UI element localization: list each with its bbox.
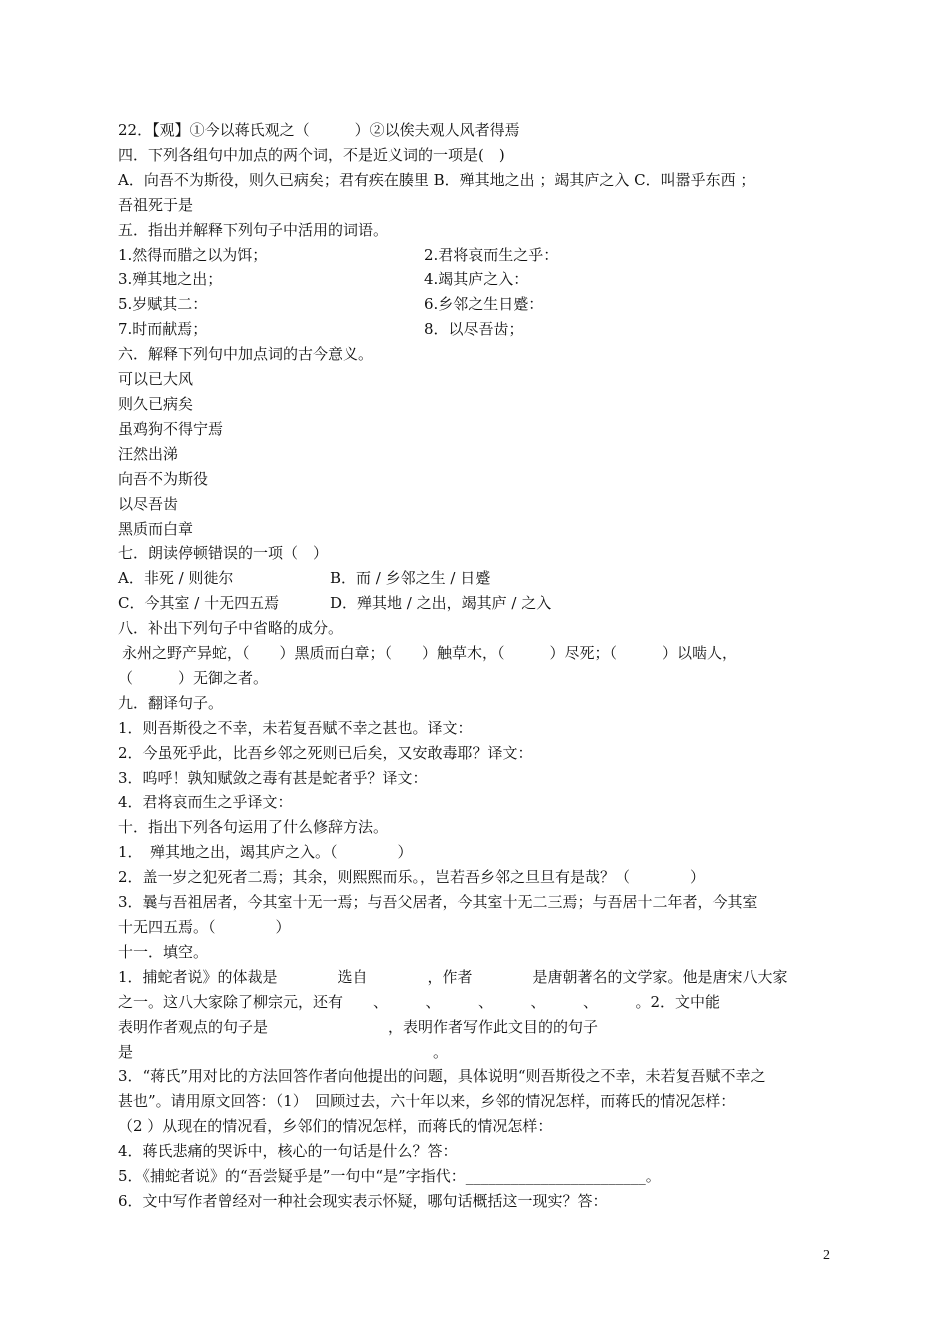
- section-5-item-7: 7.时而献焉；: [118, 320, 208, 339]
- page-number: 2: [823, 1248, 830, 1263]
- section-5-heading: 五．指出并解释下列句子中活用的词语。: [118, 220, 389, 239]
- section-6-item: 可以已大风: [118, 370, 194, 389]
- section-5-item-3: 3.殚其地之出；: [118, 270, 223, 289]
- section-11-item-4: 4．蒋氏悲痛的哭诉中，核心的一句话是什么？答：: [118, 1142, 458, 1161]
- section-11-item-3-cont: 甚也”。请用原文回答：（1） 回顾过去，六十年以来，乡邻的情况怎样，而蒋氏的情况怎样：: [118, 1092, 736, 1111]
- section-10-item-1: 1． 殚其地之出，竭其庐之入。（ ）: [118, 843, 413, 862]
- section-4-heading: 四．下列各组句中加点的两个词，不是近义词的一项是( ): [118, 145, 505, 164]
- section-6-item: 向吾不为斯役: [118, 469, 209, 488]
- section-11-item-1-cont: 之一。这八大家除了柳宗元，还有 、 、 、 、 、 。2．文中能: [118, 992, 721, 1011]
- section-11-item-2: 表明作者观点的句子是 ，表明作者写作此文目的的句子: [118, 1017, 599, 1036]
- section-6-item: 以尽吾齿: [118, 494, 179, 513]
- section-5-row-2: [118, 267, 833, 292]
- section-9-item-1: 1．则吾斯役之不幸，未若复吾赋不幸之甚也。译文：: [118, 718, 473, 737]
- section-5-item-5: 5.岁赋其二：: [118, 295, 208, 314]
- section-5-item-4: 4.竭其庐之入：: [424, 270, 529, 289]
- section-4-options-cont: 吾祖死于是: [118, 195, 194, 214]
- section-5-item-1: 1.然得而腊之以为饵；: [118, 245, 268, 264]
- section-11-item-5: 5．《捕蛇者说》的“吾尝疑乎是”一句中“是”字指代：________________________。: [118, 1167, 661, 1186]
- section-7-options-row-2: [118, 591, 833, 616]
- section-9-item-2: 2．今虽死乎此，比吾乡邻之死则已后矣，又安敢毒耶？译文：: [118, 743, 533, 762]
- option-b: B．而 / 乡邻之生 / 日蹙: [330, 569, 491, 588]
- section-5-row-4: [118, 317, 833, 342]
- option-a: A．非死 / 则徙尔: [118, 569, 234, 588]
- section-9-item-3: 3．呜呼！孰知赋敛之毒有甚是蛇者乎？译文：: [118, 768, 428, 787]
- section-9-item-4: 4．君将哀而生之乎译文：: [118, 793, 293, 812]
- document-body: [118, 118, 833, 1214]
- option-c: C．今其室 / 十无四五焉: [118, 594, 280, 613]
- section-10-heading: 十．指出下列各句运用了什么修辞方法。: [118, 818, 389, 837]
- section-8-sentence: 永州之野产异蛇，（ ）黑质而白章；（ ）触草木，（ ）尽死；（ ）以啮人，: [122, 644, 738, 663]
- section-5-row-3: [118, 292, 833, 317]
- section-8-heading: 八．补出下列句子中省略的成分。: [118, 619, 344, 638]
- section-6-heading: 六．解释下列句中加点词的古今意义。: [118, 345, 374, 364]
- section-10-item-3: 3．曩与吾祖居者，今其室十无一焉；与吾父居者，今其室十无二三焉；与吾居十二年者，今其室: [118, 893, 758, 912]
- section-5-item-6: 6.乡邻之生日蹙：: [424, 295, 544, 314]
- section-7-heading: 七．朗读停顿错误的一项（ ）: [118, 544, 329, 563]
- section-9-heading: 九．翻译句子。: [118, 693, 224, 712]
- section-5-item-8: 8．以尽吾齿；: [424, 320, 524, 339]
- section-6-item: 虽鸡狗不得宁焉: [118, 419, 224, 438]
- section-11-heading: 十一．填空。: [118, 942, 209, 961]
- section-6-item: 黑质而白章: [118, 519, 194, 538]
- section-10-item-3-cont: 十无四五焉。（ ）: [118, 918, 291, 936]
- section-11-item-3-part-2: （2 ）从现在的情况看，乡邻们的情况怎样，而蒋氏的情况怎样：: [118, 1117, 553, 1136]
- section-7-options-row-1: [118, 566, 833, 591]
- section-5-item-2: 2.君将哀而生之乎：: [424, 245, 559, 264]
- section-5-row-1: [118, 243, 833, 268]
- section-6-item: 则久已病矣: [118, 394, 194, 413]
- section-11-item-1: 1．捕蛇者说》的体裁是 选自 ，作者 是唐朝著名的文学家。他是唐宋八大家: [118, 967, 788, 986]
- section-10-item-2: 2．盖一岁之犯死者二焉；其余，则熙熙而乐。，岂若吾乡邻之旦旦有是哉？（ ）: [118, 868, 706, 887]
- section-4-options: A．向吾不为斯役，则久已病矣；君有疾在腠里 B．殚其地之出 ；竭其庐之入 C．叫嚣乎东西 ；: [118, 170, 756, 189]
- section-11-item-3: 3．“蒋氏”用对比的方法回答作者向他提出的问题，具体说明“则吾斯役之不幸，未若复吾赋不幸之: [118, 1067, 766, 1086]
- section-8-sentence-cont: （ ）无御之者。: [118, 668, 269, 687]
- section-6-item: 汪然出涕: [118, 444, 179, 463]
- option-d: D．殚其地 / 之出，竭其庐 / 之入: [330, 594, 552, 613]
- section-11-item-2-cont: 是 。: [118, 1042, 449, 1061]
- question-22-line: 22．【观】①今以蒋氏观之（ ）②以俟夫观人风者得焉: [118, 121, 520, 139]
- section-11-item-6: 6．文中写作者曾经对一种社会现实表示怀疑，哪句话概括这一现实？答：: [118, 1191, 608, 1210]
